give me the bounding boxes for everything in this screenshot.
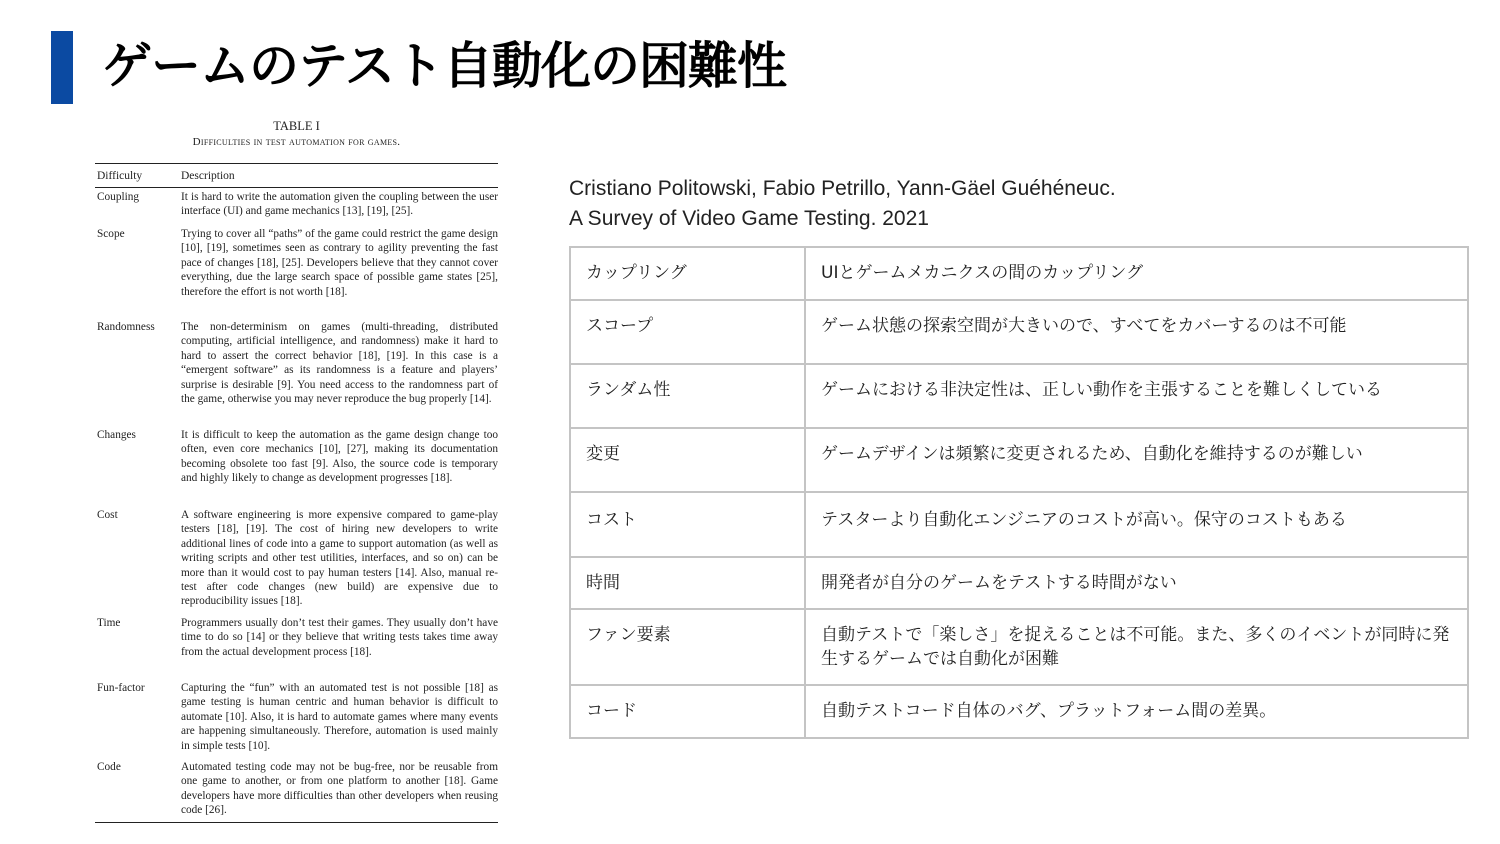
summary-row — [570, 364, 1468, 428]
paper-row-description: Programmers usually don’t test their games. They usually don’t have time to do so [14] or they believe that writing tests takes time away from the actual development process [18]. — [181, 617, 498, 658]
paper-row-time — [95, 616, 498, 659]
summary-row — [570, 247, 1468, 300]
summary-row — [570, 428, 1468, 492]
summary-row — [570, 300, 1468, 364]
paper-header-description: Description — [181, 169, 235, 182]
summary-row — [570, 492, 1468, 557]
paper-row-description: Automated testing code may not be bug-free, nor be reusable from one game to another, or from one platform to another [18]. Game developers have more difficulties than other developers when reusing code [26]. — [181, 761, 498, 817]
paper-table-image — [95, 118, 498, 817]
slide-title: ゲームのテスト自動化の困難性 — [102, 37, 786, 95]
paper-row-changes — [95, 428, 498, 486]
paper-row-difficulty: Scope — [97, 228, 125, 240]
paper-row-description: It is hard to write the automation given the coupling between the user interface (UI) and game mechanics [13], [19], [25]. — [181, 191, 498, 218]
summary-value: ゲーム状態の探索空間が大きいので、すべてをカバーするのは不可能 — [805, 300, 1468, 364]
paper-table-caption-number: TABLE I — [273, 119, 320, 133]
paper-row-difficulty: Time — [97, 617, 121, 629]
summary-key: 時間 — [570, 557, 805, 609]
summary-value: ゲームにおける非決定性は、正しい動作を主張することを難しくしている — [805, 364, 1468, 428]
summary-row — [570, 557, 1468, 609]
summary-table — [569, 246, 1469, 739]
title-accent-bar — [51, 31, 73, 104]
paper-table-caption-title: Difficulties in test automation for games. — [192, 136, 401, 148]
citation-paper-title: A Survey of Video Game Testing. 2021 — [569, 207, 929, 230]
paper-row-description: Trying to cover all “paths” of the game could restrict the game design [10], [19], sometimes seen as contrary to agility preventing the fast pace of changes [18], [25]. Developers believe that they cannot cover everything, due the large search space of possible game states [25], therefore the effort is not worth [18]. — [181, 228, 498, 298]
citation — [569, 174, 1116, 234]
summary-key: ファン要素 — [570, 609, 805, 685]
paper-table-header-rule — [95, 187, 498, 188]
summary-value: テスターより自動化エンジニアのコストが高い。保守のコストもある — [805, 492, 1468, 557]
paper-row-code — [95, 760, 498, 818]
paper-row-difficulty: Cost — [97, 509, 118, 521]
paper-row-difficulty: Randomness — [97, 321, 155, 333]
paper-row-randomness — [95, 320, 498, 406]
paper-row-description: The non-determinism on games (multi-threading, distributed computing, artificial intelligence, and randomness) make it hard to hard to assert the correct behavior [18], [19]. In this case is a “emergent software” as its randomness is a feature and players’ surprise is desirable [9]. You need access to the randomness part of the game, otherwise you may never reproduce the bug properly [14]. — [181, 321, 498, 406]
paper-table-header — [95, 164, 498, 187]
paper-row-coupling — [95, 190, 498, 219]
paper-header-difficulty: Difficulty — [97, 169, 143, 182]
paper-row-scope — [95, 227, 498, 299]
summary-row — [570, 685, 1468, 738]
summary-key: スコープ — [570, 300, 805, 364]
paper-row-difficulty: Fun-factor — [97, 682, 145, 694]
paper-row-difficulty: Coupling — [97, 191, 140, 203]
summary-value: ゲームデザインは頻繁に変更されるため、自動化を維持するのが難しい — [805, 428, 1468, 492]
paper-row-difficulty: Code — [97, 761, 121, 773]
paper-row-difficulty: Changes — [97, 429, 136, 441]
paper-row-description: It is difficult to keep the automation as the game design change too often, even core mechanics [10], [27], making its documentation becoming obsolete too fast [9]. Also, the source code is temporary and highly likely to change as development progresses [18]. — [181, 429, 498, 485]
summary-value: UIとゲームメカニクスの間のカップリング — [805, 247, 1468, 300]
summary-value: 自動テストで「楽しさ」を捉えることは不可能。また、多くのイベントが同時に発生するゲームでは自動化が困難 — [805, 609, 1468, 685]
paper-row-description: Capturing the “fun” with an automated test is not possible [18] as game testing is human centric and human behavior is difficult to automate [10]. Also, it is hard to automate games where many events are happening simultaneously. Therefore, automation is used mainly in simple tests [10]. — [181, 682, 498, 752]
summary-row — [570, 609, 1468, 685]
summary-key: コスト — [570, 492, 805, 557]
paper-row-fun-factor — [95, 681, 498, 753]
summary-key: コード — [570, 685, 805, 738]
summary-key: ランダム性 — [570, 364, 805, 428]
summary-key: 変更 — [570, 428, 805, 492]
summary-value: 自動テストコード自体のバグ、プラットフォーム間の差異。 — [805, 685, 1468, 738]
paper-table-bottom-rule — [95, 822, 498, 823]
paper-row-cost — [95, 508, 498, 609]
summary-value: 開発者が自分のゲームをテストする時間がない — [805, 557, 1468, 609]
citation-authors: Cristiano Politowski, Fabio Petrillo, Yann-Gäel Guéhéneuc. — [569, 177, 1116, 200]
summary-key: カップリング — [570, 247, 805, 300]
paper-row-description: A software engineering is more expensive compared to game-play testers [18], [19]. The cost of hiring new developers to write additional lines of code into a game to support automation (as well as writing scripts and other test utilities, interfaces, and so on) can be more than it would cost to pay human testers [14]. Also, manual re-test after code changes (new build) are expensive due to reproducibility issues [18]. — [181, 509, 498, 608]
